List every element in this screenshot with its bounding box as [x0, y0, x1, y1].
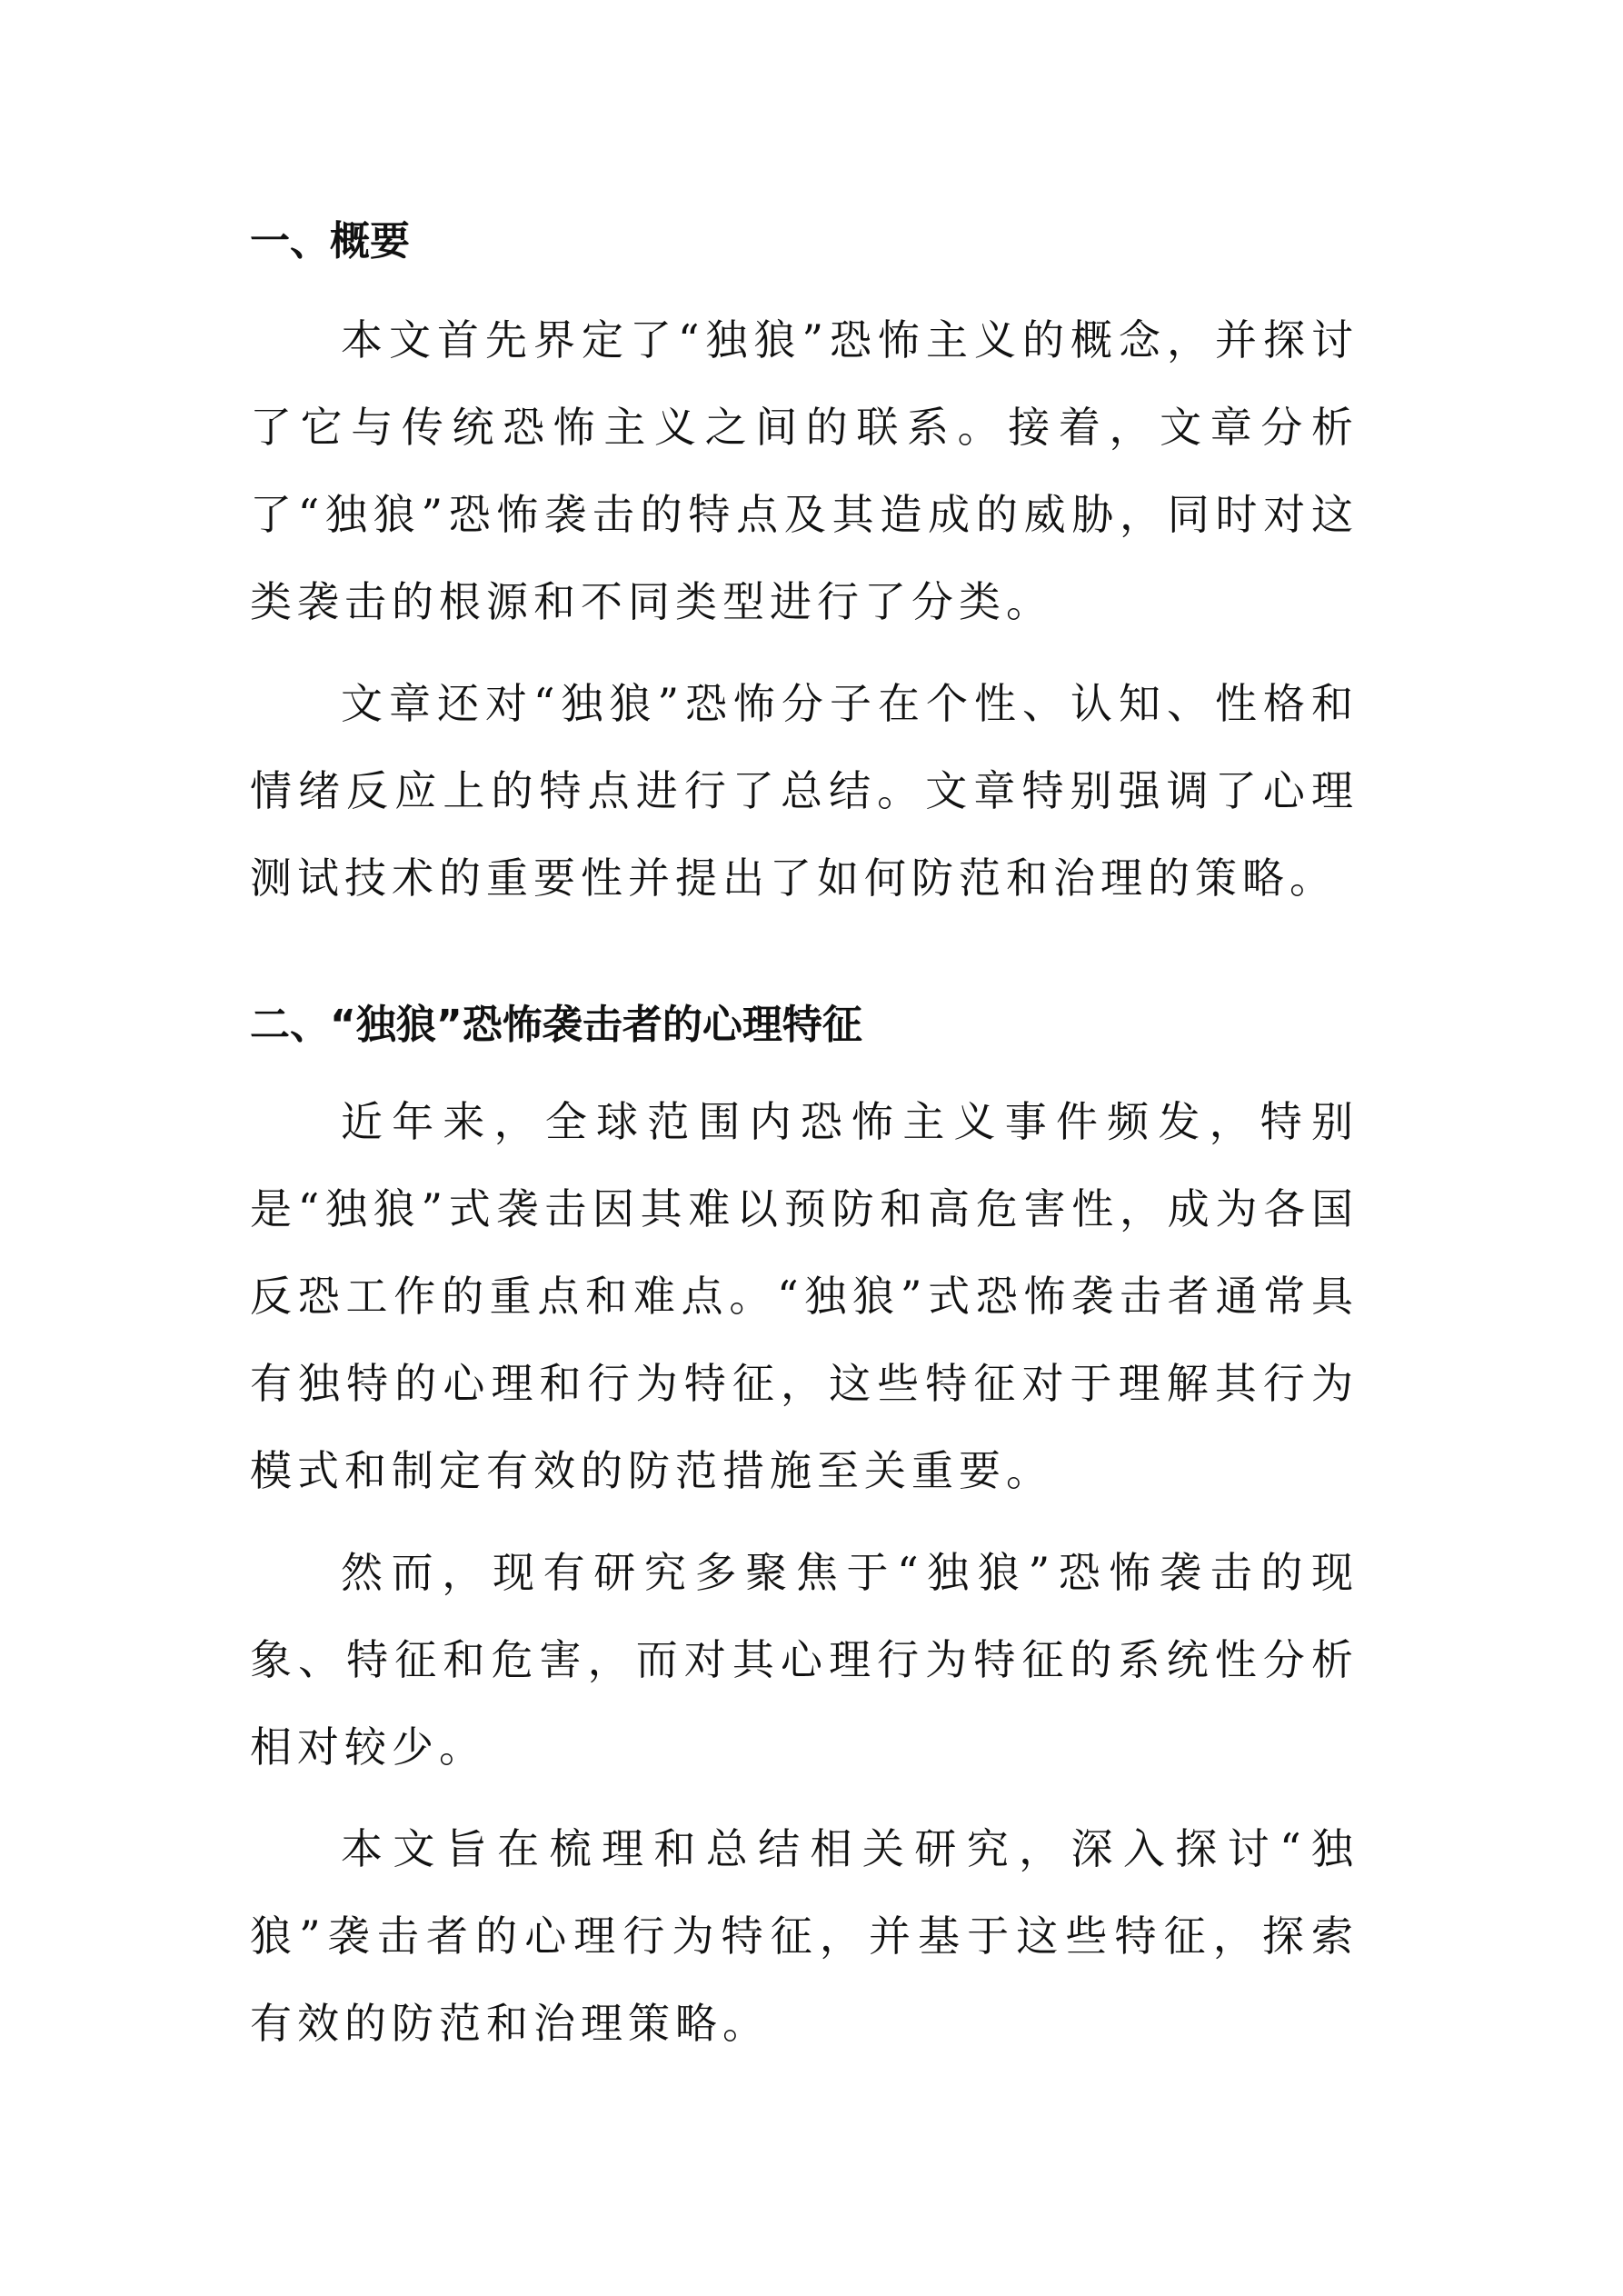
paragraph: 近年来，全球范围内恐怖主义事件频发，特别是“独狼”式袭击因其难以预防和高危害性，成为各国反恐工作的重点和难点。“独狼”式恐怖袭击者通常具有独特的心理和行为特征，这些特征对于理解其行为模式和制定有效的防范措施至关重要。: [250, 1097, 1359, 1495]
section-heading-overview: 一、概要: [250, 218, 410, 265]
paragraph: 本文首先界定了“独狼”恐怖主义的概念，并探讨了它与传统恐怖主义之间的联系。接着，文章分析了“独狼”恐怖袭击的特点及其造成的威胁，同时对这类袭击的根源和不同类型进行了分类。: [250, 315, 1359, 626]
section-heading-psychology: 二、“独狼”恐怖袭击者的心理特征: [250, 1002, 862, 1048]
paragraph: 然而，现有研究多聚焦于“独狼”恐怖袭击的现象、特征和危害，而对其心理行为特征的系统性分析相对较少。: [250, 1548, 1359, 1772]
paragraph: 本文旨在梳理和总结相关研究，深入探讨“独狼”袭击者的心理行为特征，并基于这些特征，探索有效的防范和治理策略。: [250, 1824, 1359, 2048]
paragraph: 文章还对“独狼”恐怖分子在个性、认知、性格和情绪反应上的特点进行了总结。文章特别强调了心理测试技术的重要性并提出了如何防范和治理的策略。: [250, 679, 1359, 903]
